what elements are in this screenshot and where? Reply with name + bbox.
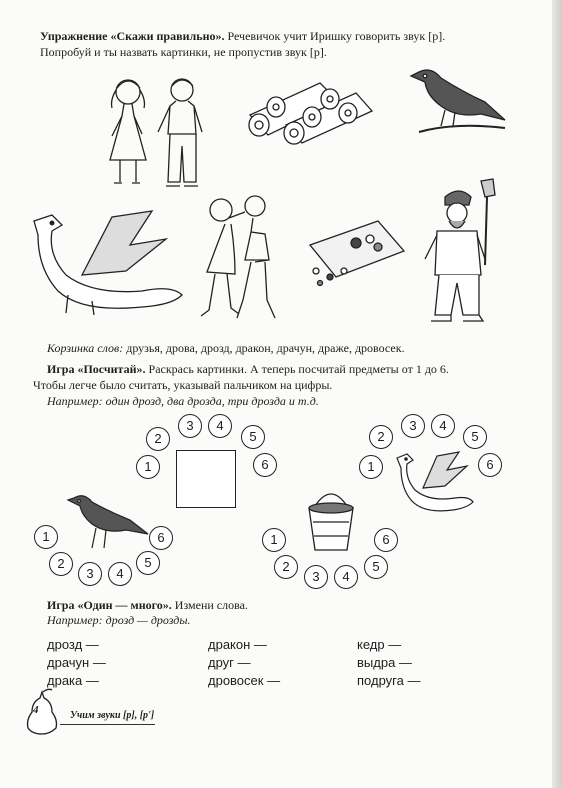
section-title: Учим звуки [р], [р'] <box>70 710 155 721</box>
game-one-many-title: Игра «Один — много». <box>47 598 172 612</box>
word-item: дровосек — <box>208 673 281 688</box>
counter-number-circle: 5 <box>364 555 388 579</box>
small-thrush-illustration <box>64 490 154 556</box>
counter-number-circle: 3 <box>178 414 202 438</box>
word-item: кедр — <box>357 637 402 652</box>
children-illustration <box>100 70 220 192</box>
word-item: дракон — <box>208 637 267 652</box>
game-count-example <box>47 393 319 409</box>
counter-number-circle: 5 <box>241 425 265 449</box>
game-one-many-line <box>47 597 248 613</box>
counter-number-circle: 2 <box>146 427 170 451</box>
word-item: выдра — <box>357 655 412 670</box>
dragon-illustration <box>22 205 192 320</box>
game-count-instruction: Раскрась картинки. А теперь посчитай предметы от 1 до 6. <box>145 362 449 376</box>
game-count-example-text: один дрозд, два дрозда, три дрозда и т.д. <box>102 394 319 408</box>
counter-number-circle: 6 <box>478 453 502 477</box>
counter-number-circle: 3 <box>401 414 425 438</box>
counter-number-circle: 1 <box>34 525 58 549</box>
pear-icon <box>22 686 62 736</box>
fighting-boys-illustration <box>195 190 285 330</box>
page-binding-shadow <box>552 0 562 788</box>
counter-number-circle: 4 <box>334 565 358 589</box>
word-basket-label: Корзинка слов: <box>47 341 124 355</box>
game-count-example-label: Например: <box>47 394 103 408</box>
game-count-line2: Чтобы легче было считать, указывай пальчиком на цифры. <box>33 378 333 392</box>
thrush-bird-illustration <box>405 62 510 142</box>
footer-rule <box>60 724 155 725</box>
counter-number-circle: 2 <box>49 552 73 576</box>
counter-number-circle: 6 <box>374 528 398 552</box>
word-item: подруга — <box>357 673 421 688</box>
exercise1-line2: Попробуй и ты назвать картинки, не пропустив звук [р]. <box>40 45 327 59</box>
counter-number-circle: 4 <box>431 414 455 438</box>
game-count-title: Игра «Посчитай». <box>47 362 146 376</box>
counter-number-circle: 2 <box>274 555 298 579</box>
drawing-box[interactable] <box>176 450 236 508</box>
page-number: 4 <box>33 704 39 716</box>
firewood-illustration <box>240 75 380 147</box>
word-item: драка — <box>47 673 99 688</box>
exercise1-title: Упражнение «Скажи правильно». <box>40 29 225 43</box>
dragee-bag-illustration <box>300 215 410 295</box>
exercise1-text: Речевичок учит Иришку говорить звук [р]. <box>224 29 446 43</box>
word-basket-words: друзья, дрова, дрозд, дракон, драчун, драже, дровосек. <box>123 341 405 355</box>
counter-number-circle: 3 <box>304 565 328 589</box>
counter-number-circle: 4 <box>208 414 232 438</box>
word-basket-line <box>47 340 405 356</box>
game-one-many-example-text: дрозд — дрозды. <box>102 613 191 627</box>
counter-number-circle: 3 <box>78 562 102 586</box>
counter-number-circle: 6 <box>253 453 277 477</box>
counter-number-circle: 5 <box>136 551 160 575</box>
game-one-many-example <box>47 612 190 628</box>
counter-number-circle: 1 <box>359 455 383 479</box>
exercise1-line1 <box>40 28 445 44</box>
game-one-many-example-label: Например: <box>47 613 103 627</box>
game-count-line1 <box>47 361 449 377</box>
counter-number-circle: 6 <box>149 526 173 550</box>
counter-number-circle: 2 <box>369 425 393 449</box>
counter-number-circle: 1 <box>262 528 286 552</box>
game-one-many-instruction: Измени слова. <box>171 598 248 612</box>
bucket-illustration <box>305 488 357 556</box>
counter-number-circle: 1 <box>136 455 160 479</box>
counter-number-circle: 5 <box>463 425 487 449</box>
woodcutter-illustration <box>415 175 505 335</box>
word-item: друг — <box>208 655 251 670</box>
small-dragon-illustration <box>393 448 475 522</box>
counter-number-circle: 4 <box>108 562 132 586</box>
word-item: драчун — <box>47 655 106 670</box>
word-item: дрозд — <box>47 637 99 652</box>
